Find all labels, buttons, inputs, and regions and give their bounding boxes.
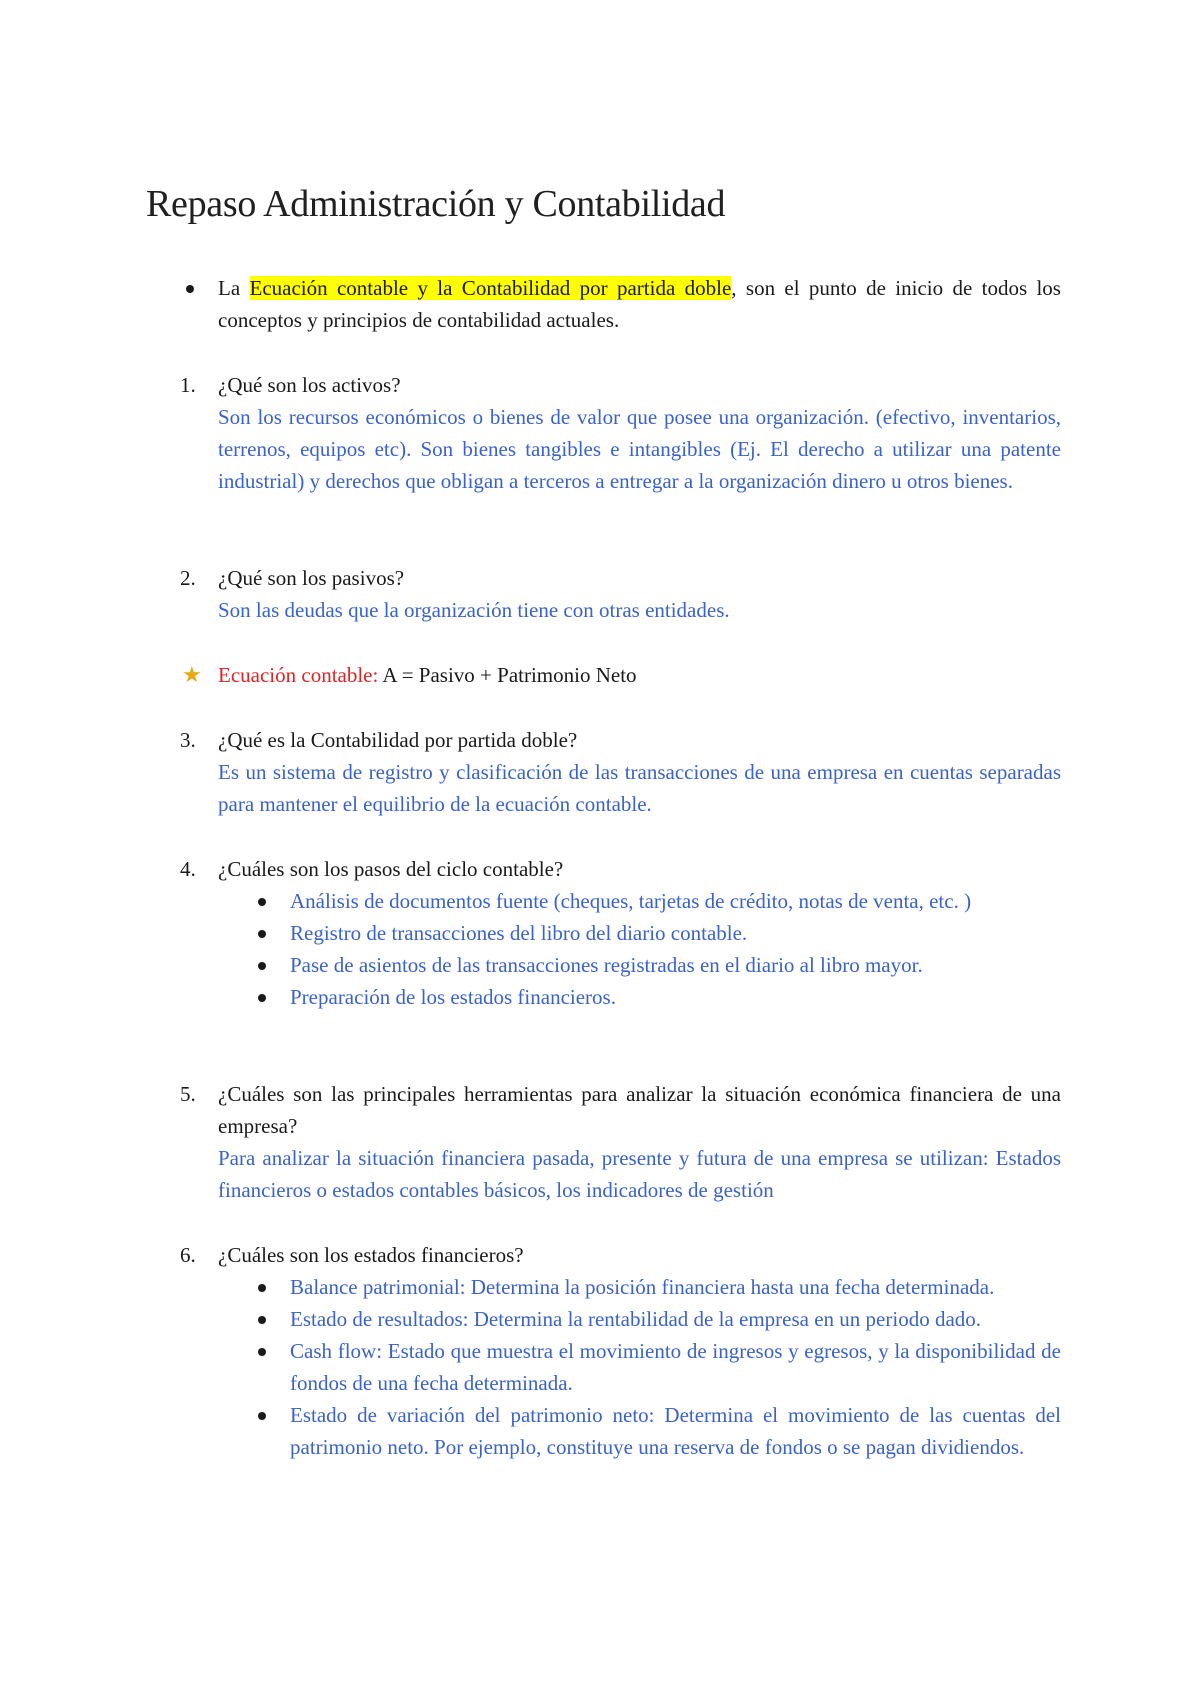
question-5 — [146, 1078, 1061, 1206]
bullet-icon — [258, 962, 266, 970]
question-4-number: 4. — [180, 857, 196, 881]
question-4 — [146, 853, 1061, 1013]
intro-highlight: Ecuación contable y la Contabilidad por partida doble — [249, 276, 732, 300]
question-2-answer: Son las deudas que la organización tiene con otras entidades. — [218, 598, 730, 622]
list-item-text: Cash flow: Estado que muestra el movimiento de ingresos y egresos, y la disponibilidad de fondos de una fecha determinada. — [290, 1339, 1061, 1395]
question-2-row — [146, 562, 1061, 626]
list-item-text: Registro de transacciones del libro del diario contable. — [290, 921, 748, 945]
question-4-list — [218, 885, 1061, 1013]
question-6-text: ¿Cuáles son los estados financieros? — [218, 1243, 524, 1267]
list-item — [258, 1399, 1061, 1463]
list-item-text: Preparación de los estados financieros. — [290, 985, 616, 1009]
question-5-text: ¿Cuáles son las principales herramientas para analizar la situación económica financiera de una empresa? — [218, 1082, 1061, 1138]
question-6 — [146, 1239, 1061, 1463]
bullet-icon — [258, 1348, 266, 1356]
question-3-text: ¿Qué es la Contabilidad por partida doble? — [218, 728, 578, 752]
list-item-text: Análisis de documentos fuente (cheques, tarjetas de crédito, notas de venta, etc. ) — [290, 889, 972, 913]
bullet-icon — [258, 1316, 266, 1324]
question-3-number: 3. — [180, 728, 196, 752]
star-icon: ★ — [182, 662, 202, 687]
question-5-answer: Para analizar la situación financiera pasada, presente y futura de una empresa se utilizan: Estados financieros o estados contables básicos, los indicadores de gestión — [218, 1146, 1061, 1202]
equation-row — [146, 659, 1061, 691]
equation-label: Ecuación contable: — [218, 663, 379, 687]
question-6-list — [218, 1271, 1061, 1463]
bullet-icon — [258, 994, 266, 1002]
list-item — [258, 981, 1061, 1013]
intro-pre: La — [218, 276, 250, 300]
question-2-number: 2. — [180, 566, 196, 590]
question-3-answer: Es un sistema de registro y clasificación de las transacciones de una empresa en cuentas separadas para mantener el equilibrio de la ecuación contable. — [218, 760, 1061, 816]
equation-formula: A = Pasivo + Patrimonio Neto — [378, 663, 637, 687]
bullet-icon — [258, 1412, 266, 1420]
question-4-text: ¿Cuáles son los pasos del ciclo contable? — [218, 857, 564, 881]
bullet-icon — [258, 1284, 266, 1292]
bullet-icon — [258, 898, 266, 906]
question-5-number: 5. — [180, 1082, 196, 1106]
question-1 — [146, 369, 1061, 497]
question-1-answer: Son los recursos económicos o bienes de valor que posee una organización. (efectivo, inventarios, terrenos, equipos etc). Son bienes tangibles e intangibles (Ej. El derecho a utilizar una patente industrial) y derechos que obligan a terceros a entregar a la organización dinero u otros bienes. — [218, 405, 1061, 493]
question-1-row — [146, 369, 1061, 497]
list-item-text: Balance patrimonial: Determina la posición financiera hasta una fecha determinada. — [290, 1275, 995, 1299]
intro-post: , son el punto de inicio de todos los conceptos y principios de contabilidad actuales. — [218, 276, 1061, 332]
list-item — [258, 885, 1061, 917]
bullet-icon — [258, 930, 266, 938]
list-item — [258, 917, 1061, 949]
list-item — [258, 1335, 1061, 1399]
question-3-row — [146, 724, 1061, 820]
list-item-text: Estado de resultados: Determina la rentabilidad de la empresa en un periodo dado. — [290, 1307, 982, 1331]
list-item — [258, 1271, 1061, 1303]
question-3 — [146, 724, 1061, 820]
intro-section — [146, 272, 1061, 336]
intro-bullet — [146, 272, 1061, 336]
question-1-text: ¿Qué son los activos? — [218, 373, 401, 397]
list-item-text: Estado de variación del patrimonio neto: Determina el movimiento de las cuentas del patrimonio neto. Por ejemplo, constituye una reserva de fondos o se pagan dividiendos. — [290, 1403, 1061, 1459]
equation-section — [146, 659, 1061, 691]
question-4-row — [146, 853, 1061, 1013]
list-item — [258, 949, 1061, 981]
question-2-text: ¿Qué son los pasivos? — [218, 566, 405, 590]
question-6-number: 6. — [180, 1243, 196, 1267]
list-item — [258, 1303, 1061, 1335]
question-5-row — [146, 1078, 1061, 1206]
question-2 — [146, 562, 1061, 626]
page-title: Repaso Administración y Contabilidad — [146, 183, 726, 225]
question-1-number: 1. — [180, 373, 196, 397]
list-item-text: Pase de asientos de las transacciones registradas en el diario al libro mayor. — [290, 953, 923, 977]
question-6-row — [146, 1239, 1061, 1463]
bullet-icon — [186, 285, 194, 293]
